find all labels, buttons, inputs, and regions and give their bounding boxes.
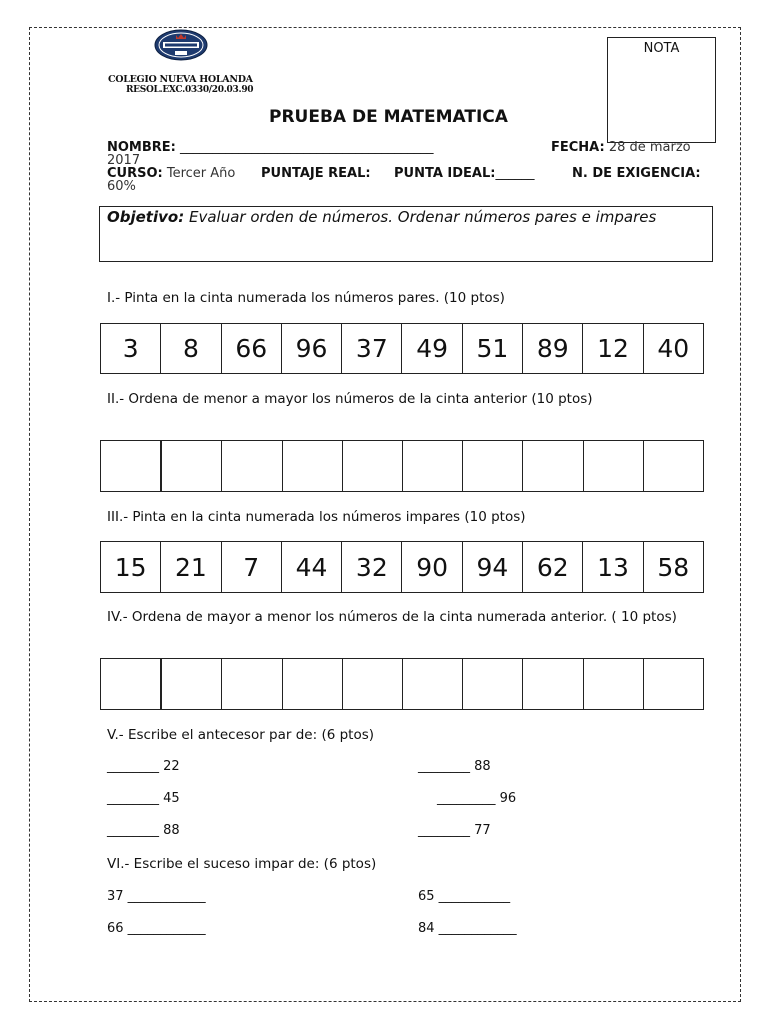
empty-tape-cell[interactable]: [101, 441, 162, 491]
empty-tape-cell[interactable]: [343, 659, 403, 709]
punta-ideal-line: ______: [495, 166, 535, 181]
section-2-instruction: II.- Ordena de menor a mayor los números de la cinta anterior (10 ptos): [107, 391, 593, 407]
empty-tape-cell[interactable]: [343, 441, 403, 491]
exigencia-value: 60%: [107, 179, 136, 194]
empty-tape-cell[interactable]: [523, 441, 583, 491]
puntaje-real-label: PUNTAJE REAL:: [261, 166, 371, 181]
empty-tape-cell[interactable]: [523, 659, 583, 709]
grade-label: NOTA: [643, 41, 680, 56]
nombre-line: _______________________________________: [180, 140, 434, 155]
nombre-label: NOMBRE:: [107, 140, 176, 155]
tape-cell[interactable]: 44: [282, 542, 342, 592]
tape-cell[interactable]: 7: [222, 542, 282, 592]
empty-tape-cell[interactable]: [463, 441, 523, 491]
answer-item[interactable]: ________ 45: [107, 791, 180, 806]
curso-value: Tercer Año: [166, 166, 236, 181]
answer-item[interactable]: _________ 96: [437, 791, 517, 806]
fecha-field: [551, 140, 691, 155]
answer-item[interactable]: 84 ____________: [418, 921, 517, 936]
tape-cell[interactable]: 49: [402, 324, 462, 373]
section-3-instruction: III.- Pinta en la cinta numerada los números impares (10 ptos): [107, 509, 526, 525]
empty-tape-cell[interactable]: [162, 659, 222, 709]
tape-cell[interactable]: 90: [402, 542, 462, 592]
section-4-instruction: IV.- Ordena de mayor a menor los números de la cinta numerada anterior. ( 10 ptos): [107, 609, 677, 625]
section-6-instruction: VI.- Escribe el suceso impar de: (6 ptos): [107, 856, 377, 872]
number-tape-1: [100, 323, 704, 374]
answer-item[interactable]: ________ 88: [107, 823, 180, 838]
tape-cell[interactable]: 51: [463, 324, 523, 373]
section-1-instruction: I.- Pinta en la cinta numerada los números pares. (10 ptos): [107, 290, 505, 306]
tape-cell[interactable]: 8: [161, 324, 221, 373]
objective-label: Objetivo:: [107, 208, 185, 226]
answer-item[interactable]: ________ 22: [107, 759, 180, 774]
fecha-value: 28 de marzo: [608, 140, 691, 155]
section-5-instruction: V.- Escribe el antecesor par de: (6 ptos): [107, 727, 375, 743]
answer-item[interactable]: ________ 77: [418, 823, 491, 838]
tape-cell[interactable]: 15: [101, 542, 161, 592]
empty-tape-cell[interactable]: [584, 659, 644, 709]
tape-cell[interactable]: 66: [222, 324, 282, 373]
empty-tape-2: [100, 440, 704, 492]
exigencia-label: N. DE EXIGENCIA:: [572, 166, 701, 181]
empty-tape-cell[interactable]: [283, 659, 343, 709]
curso-label: CURSO:: [107, 166, 163, 181]
objective-text: Evaluar orden de números. Ordenar números pares e impares: [188, 208, 657, 226]
answer-item[interactable]: ________ 88: [418, 759, 491, 774]
punta-ideal-field[interactable]: [394, 166, 534, 181]
fecha-label: FECHA:: [551, 140, 605, 155]
empty-tape-cell[interactable]: [222, 441, 282, 491]
tape-cell[interactable]: 58: [644, 542, 704, 592]
empty-tape-cell[interactable]: [162, 441, 222, 491]
empty-tape-cell[interactable]: [584, 441, 644, 491]
empty-tape-cell[interactable]: [101, 659, 162, 709]
empty-tape-4: [100, 658, 704, 710]
answer-item[interactable]: 65 ___________: [418, 889, 511, 904]
tape-cell[interactable]: 12: [583, 324, 643, 373]
objective-box: [99, 206, 713, 262]
tape-cell[interactable]: 13: [583, 542, 643, 592]
grade-box[interactable]: [607, 37, 716, 143]
school-crest-logo: [153, 28, 209, 62]
empty-tape-cell[interactable]: [403, 659, 463, 709]
tape-cell[interactable]: 94: [463, 542, 523, 592]
empty-tape-cell[interactable]: [463, 659, 523, 709]
tape-cell[interactable]: 32: [342, 542, 402, 592]
page-title: PRUEBA DE MATEMATICA: [269, 107, 508, 127]
empty-tape-cell[interactable]: [403, 441, 463, 491]
empty-tape-cell[interactable]: [222, 659, 282, 709]
tape-cell[interactable]: 62: [523, 542, 583, 592]
answer-item[interactable]: 37 ____________: [107, 889, 206, 904]
answer-item[interactable]: 66 ____________: [107, 921, 206, 936]
school-name: COLEGIO NUEVA HOLANDA: [108, 74, 253, 85]
tape-cell[interactable]: 89: [523, 324, 583, 373]
tape-cell[interactable]: 96: [282, 324, 342, 373]
punta-ideal-label: PUNTA IDEAL:: [394, 166, 496, 181]
empty-tape-cell[interactable]: [644, 441, 704, 491]
tape-cell[interactable]: 21: [161, 542, 221, 592]
empty-tape-cell[interactable]: [644, 659, 704, 709]
tape-cell[interactable]: 40: [644, 324, 704, 373]
empty-tape-cell[interactable]: [283, 441, 343, 491]
nombre-field[interactable]: [107, 140, 434, 155]
fecha-year: 2017: [107, 153, 141, 168]
tape-cell[interactable]: 3: [101, 324, 161, 373]
tape-cell[interactable]: 37: [342, 324, 402, 373]
resolution-number: RESOL.EXC.0330/20.03.90: [126, 85, 254, 95]
number-tape-3: [100, 541, 704, 593]
